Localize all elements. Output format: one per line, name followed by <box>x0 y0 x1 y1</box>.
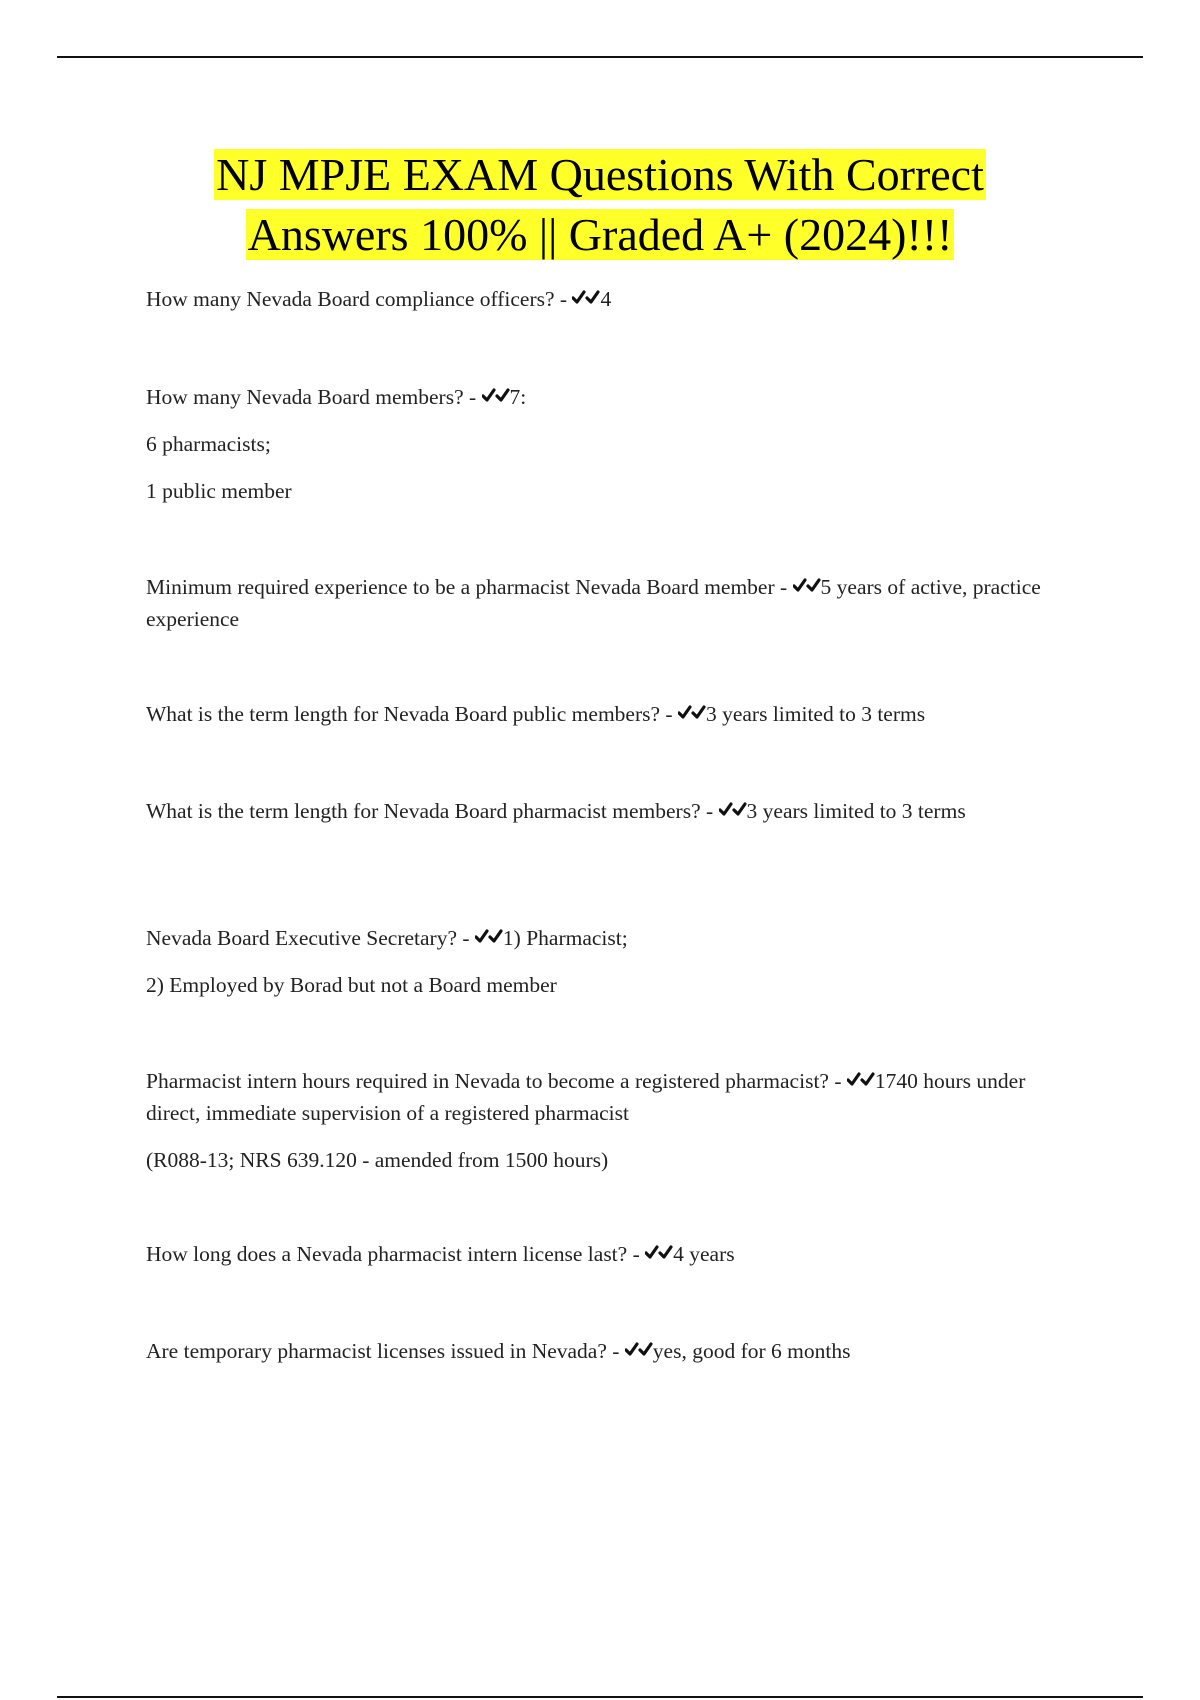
question-text: How long does a Nevada pharmacist intern license last? - <box>146 1242 640 1266</box>
qa-item <box>146 1335 1066 1367</box>
double-check-icon <box>482 385 510 407</box>
qa-item <box>146 698 1066 730</box>
question-text: What is the term length for Nevada Board public members? - <box>146 702 673 726</box>
title-line-1: NJ MPJE EXAM Questions With Correct <box>216 149 984 200</box>
question-text: Pharmacist intern hours required in Nevada to become a registered pharmacist? - <box>146 1069 842 1093</box>
answer-text: 7: <box>509 385 527 409</box>
qa-line <box>146 795 1066 827</box>
qa-line <box>146 922 1066 954</box>
answer-text: 1) Pharmacist; <box>502 926 628 950</box>
answer-text: 5 years of active, practice experience <box>146 575 1041 631</box>
qa-line <box>146 698 1066 730</box>
double-check-icon <box>847 1069 875 1091</box>
question-text: How many Nevada Board compliance officers? - <box>146 287 568 311</box>
qa-line <box>146 1335 1066 1367</box>
answer-text: 3 years limited to 3 terms <box>705 702 926 726</box>
question-text: Minimum required experience to be a pharmacist Nevada Board member - <box>146 575 788 599</box>
qa-item <box>146 571 1066 635</box>
qa-line <box>146 283 1066 315</box>
question-text: How many Nevada Board members? - <box>146 385 477 409</box>
answer-continuation: 2) Employed by Borad but not a Board member <box>146 973 557 997</box>
bottom-rule <box>57 1696 1143 1698</box>
question-text: Nevada Board Executive Secretary? - <box>146 926 470 950</box>
double-check-icon <box>625 1339 653 1361</box>
qa-item <box>146 283 1066 315</box>
question-text: Are temporary pharmacist licenses issued in Nevada? - <box>146 1339 620 1363</box>
qa-item <box>146 381 1066 507</box>
qa-line <box>146 381 1066 413</box>
answer-text: 3 years limited to 3 terms <box>746 799 966 823</box>
answer-text: 4 years <box>673 1242 735 1266</box>
qa-item <box>146 1065 1066 1176</box>
top-rule <box>57 56 1143 58</box>
qa-line <box>146 1238 1066 1270</box>
double-check-icon <box>572 287 600 309</box>
double-check-icon <box>678 702 706 724</box>
answer-text: yes, good for 6 months <box>652 1339 851 1363</box>
qa-item <box>146 795 1066 827</box>
answer-continuation: 6 pharmacists; <box>146 432 271 456</box>
answer-text: 1740 hours under direct, immediate supervision of a registered pharmacist <box>146 1069 1026 1125</box>
document-title <box>0 145 1200 265</box>
answer-text: 4 <box>600 287 612 311</box>
qa-item <box>146 1238 1066 1270</box>
qa-line <box>146 1065 1066 1129</box>
answer-continuation: 1 public member <box>146 479 292 503</box>
double-check-icon <box>793 575 821 597</box>
double-check-icon <box>475 926 503 948</box>
double-check-icon <box>645 1242 673 1264</box>
double-check-icon <box>719 799 747 821</box>
qa-line <box>146 571 1066 635</box>
question-text: What is the term length for Nevada Board pharmacist members? - <box>146 799 714 823</box>
qa-item <box>146 922 1066 1001</box>
answer-continuation: (R088-13; NRS 639.120 - amended from 1500 hours) <box>146 1148 609 1172</box>
title-line-2: Answers 100% || Graded A+ (2024)!!! <box>247 209 953 260</box>
